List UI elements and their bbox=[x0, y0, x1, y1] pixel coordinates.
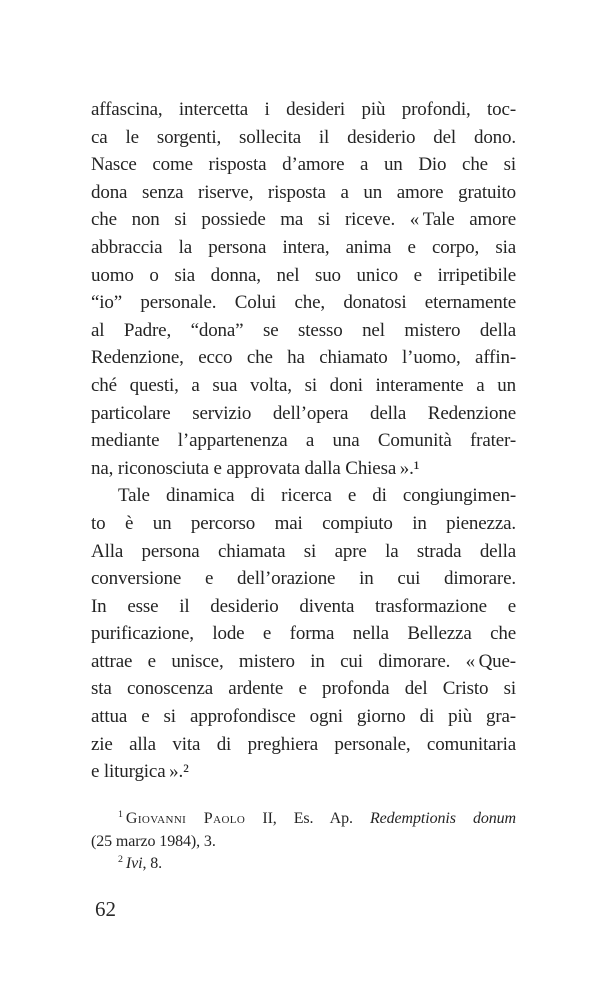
text-line: Nasce come risposta d’amore a un Dio che si bbox=[91, 154, 516, 176]
text-line: al Padre, “dona” se stesso nel mistero della bbox=[91, 319, 516, 341]
text-line: conversione e dell’orazione in cui dimorare. bbox=[91, 568, 516, 590]
text-line: “io” personale. Colui che, donatosi eternamente bbox=[91, 292, 516, 314]
text-line: che non si possiede ma si riceve. « Tale amore bbox=[91, 209, 516, 231]
text-line: sta conoscenza ardente e profonda del Cristo si bbox=[91, 678, 516, 700]
footnote-1-mid: II, Es. Ap. bbox=[245, 810, 370, 827]
text-line: e liturgica ».² bbox=[91, 761, 189, 783]
footnote-2-tail: , 8. bbox=[142, 855, 163, 872]
text-line: Alla persona chiamata si apre la strada della bbox=[91, 540, 516, 562]
footnote-1-marker: 1 bbox=[118, 808, 123, 820]
footnote-1-line-1 bbox=[91, 808, 516, 831]
text-line: ca le sorgenti, sollecita il desiderio del dono. bbox=[91, 126, 516, 148]
text-line: attrae e unisce, mistero in cui dimorare. « Que- bbox=[91, 650, 516, 672]
body-text bbox=[91, 96, 516, 786]
footnote-1-author: Giovanni Paolo bbox=[125, 810, 246, 827]
text-line: attua e si approfondisce ogni giorno di più gra- bbox=[91, 706, 516, 728]
text-line: abbraccia la persona intera, anima e corpo, sia bbox=[91, 236, 516, 258]
text-line: ché questi, a sua volta, si doni interamente a un bbox=[91, 374, 516, 396]
text-line: Tale dinamica di ricerca e di congiungimen- bbox=[118, 485, 516, 507]
text-line: dona senza riserve, risposta a un amore gratuito bbox=[91, 181, 516, 203]
text-line: na, riconosciuta e approvata dalla Chiesa ».¹ bbox=[91, 457, 420, 479]
footnote-2-marker: 2 bbox=[118, 853, 123, 865]
text-line: to è un percorso mai compiuto in pienezza. bbox=[91, 512, 516, 534]
page-number: 62 bbox=[95, 897, 116, 921]
footnote-2-work-title: Ivi bbox=[125, 855, 143, 872]
text-line: affascina, intercetta i desideri più profondi, toc- bbox=[91, 99, 516, 120]
text-line: particolare servizio dell’opera della Redenzione bbox=[91, 402, 516, 424]
footnote-1-line-2: (25 marzo 1984), 3. bbox=[91, 832, 216, 850]
text-line: In esse il desiderio diventa trasformazione e bbox=[91, 595, 516, 617]
text-line: purificazione, lode e forma nella Bellezza che bbox=[91, 623, 516, 645]
text-line: mediante l’appartenenza a una Comunità frater- bbox=[91, 430, 516, 452]
footnote-2 bbox=[91, 853, 516, 876]
text-line: zie alla vita di preghiera personale, comunitaria bbox=[91, 733, 516, 755]
footnote-1-work-title: Redemptionis donum bbox=[369, 810, 517, 827]
text-line: Redenzione, ecco che ha chiamato l’uomo, affin- bbox=[91, 347, 516, 369]
footnotes bbox=[91, 808, 516, 876]
text-line: uomo o sia donna, nel suo unico e irripetibile bbox=[91, 264, 516, 286]
